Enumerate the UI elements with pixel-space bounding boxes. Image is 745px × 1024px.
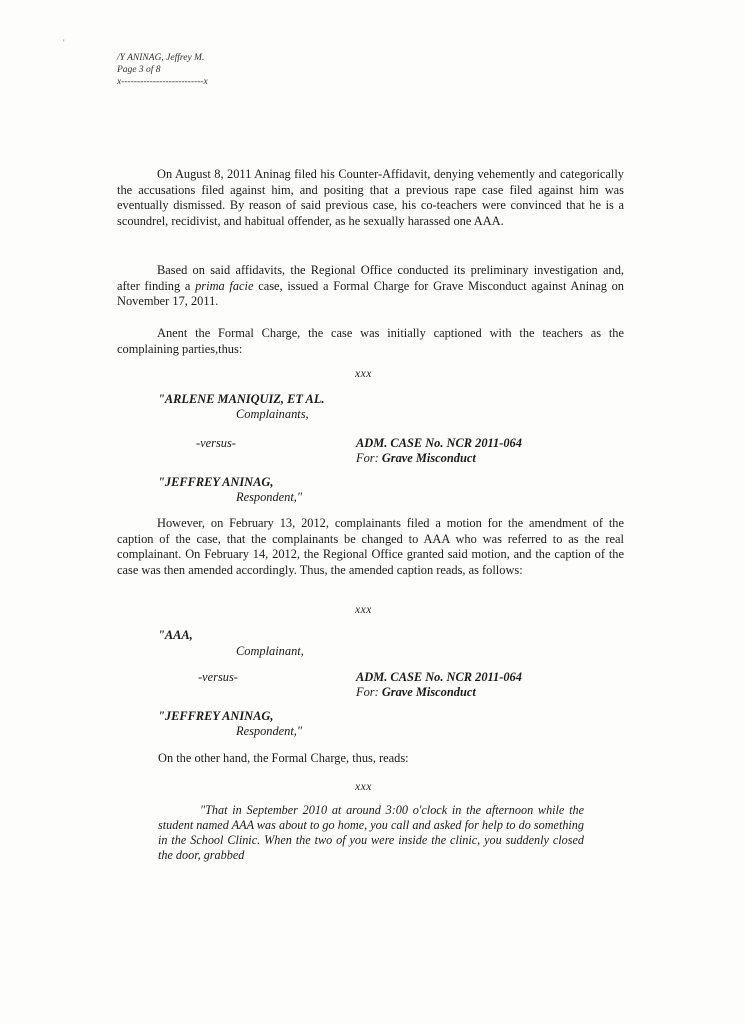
ellipsis-marker: xxx xyxy=(355,604,372,616)
caption1-offense: For: Grave Misconduct xyxy=(356,451,476,465)
caption2-respondent-role: Respondent," xyxy=(236,724,303,738)
caption2-versus: -versus- xyxy=(198,670,238,684)
paragraph-amendment-motion: However, on February 13, 2012, complainants filed a motion for the amendment of the caption of the case, that the complainants be changed to AAA who was referred to as the real complainant. On February 14, 2012, the Regional Office granted said motion, and the caption of the case was then amended accordingly. Thus, the amended caption reads, as follows: xyxy=(117,516,624,578)
caption1-respondent-role: Respondent," xyxy=(236,490,303,504)
caption2-complainant: "AAA, xyxy=(158,628,193,642)
header-case-name: /Y ANINAG, Jeffrey M. xyxy=(117,53,205,63)
page-header xyxy=(117,52,208,88)
paragraph-counter-affidavit: On August 8, 2011 Aninag filed his Counter-Affidavit, denying vehemently and categorically the accusations filed against him, and positing that a previous rape case filed against him was eventually dismissed. By reason of said previous case, his co-teachers were convinced that he is a scoundrel, recidivist, and habitual offender, as he sexually harassed one AAA. xyxy=(117,167,624,229)
paragraph-formal-charge-caption: Anent the Formal Charge, the case was initially captioned with the teachers as the complaining parties,thus: xyxy=(117,326,624,356)
scan-mark: ' xyxy=(63,38,65,48)
ellipsis-marker: xxx xyxy=(355,368,372,380)
header-divider: x--------------------------x xyxy=(117,77,208,87)
paragraph-formal-charge-reads: On the other hand, the Formal Charge, thus, reads: xyxy=(158,751,409,765)
paragraph-preliminary-investigation: Based on said affidavits, the Regional Office conducted its preliminary investigation and, after finding a prima facie case, issued a Formal Charge for Grave Misconduct against Aninag on November 17, 2011. xyxy=(117,263,624,309)
caption2-offense: For: Grave Misconduct xyxy=(356,685,476,699)
formal-charge-quote: "That in September 2010 at around 3:00 o'clock in the afternoon while the student named AAA was about to go home, you call and asked for help to do something in the School Clinic. When the two of you were inside the clinic, you suddenly closed the door, grabbed xyxy=(158,803,584,862)
caption2-respondent: "JEFFREY ANINAG, xyxy=(158,709,274,723)
caption2-case-number: ADM. CASE No. NCR 2011-064 xyxy=(356,670,522,684)
caption1-complainant-role: Complainants, xyxy=(236,407,309,421)
caption1-complainant: "ARLENE MANIQUIZ, ET AL. xyxy=(158,392,325,406)
header-page-number: Page 3 of 8 xyxy=(117,65,161,75)
caption2-complainant-role: Complainant, xyxy=(236,644,304,658)
caption1-case-number: ADM. CASE No. NCR 2011-064 xyxy=(356,436,522,450)
caption1-versus: -versus- xyxy=(196,436,236,450)
ellipsis-marker: xxx xyxy=(355,781,372,793)
caption1-respondent: "JEFFREY ANINAG, xyxy=(158,475,274,489)
